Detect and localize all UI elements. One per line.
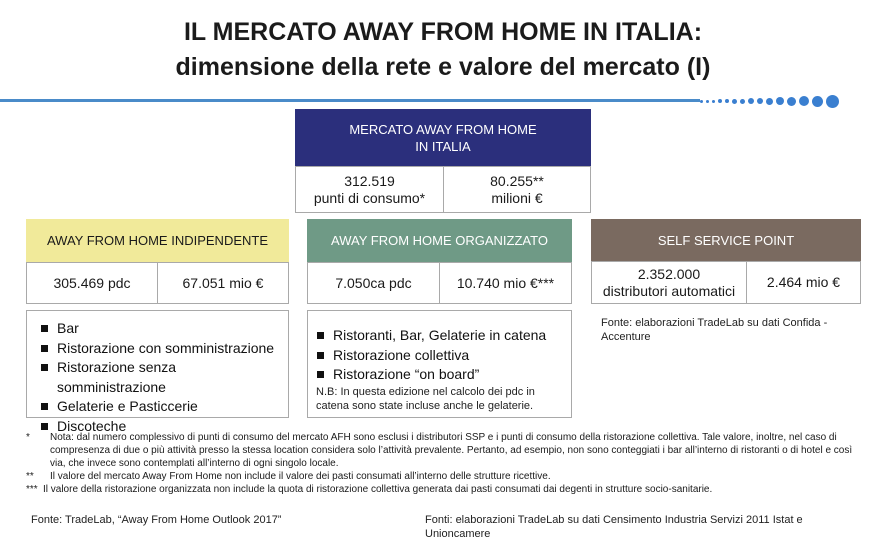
market-header: [295, 109, 591, 166]
footnotes: [26, 431, 866, 496]
self-service-source: Fonte: elaborazioni TradeLab su dati Confida - Accenture: [601, 317, 828, 343]
organizzato-list: [316, 326, 565, 385]
list-item: Ristoranti, Bar, Gelaterie in catena: [316, 326, 565, 346]
organizzato-note: N.B: In questa edizione nel calcolo dei pdc in catena sono state incluse anche le gelaterie.: [316, 385, 535, 412]
dot: [826, 95, 839, 108]
dot: [799, 96, 809, 106]
list-item: Bar: [40, 319, 282, 339]
market-value-value: 80.255**: [490, 172, 544, 189]
dot: [706, 100, 709, 103]
footnote-text: Il valore della ristorazione organizzata non include la quota di ristorazione collettiva generata dai pasti consumati dai degenti in strutture socio-sanitarie.: [43, 484, 713, 495]
self-service-header: SELF SERVICE POINT: [591, 219, 861, 261]
list-item: Ristorazione con somministrazione: [40, 339, 282, 359]
organizzato-pdc-cell: 7.050ca pdc: [307, 262, 440, 304]
dot: [812, 96, 823, 107]
market-value-cell: [443, 166, 591, 213]
dot: [748, 98, 754, 104]
source-left: Fonte: TradeLab, “Away From Home Outlook 2017”: [31, 514, 282, 526]
indipendente-list: [40, 319, 282, 436]
market-value-label: milioni €: [491, 189, 543, 206]
footnote: [26, 470, 866, 483]
organizzato-header: AWAY FROM HOME ORGANIZZATO: [307, 219, 572, 262]
footnote-marker: *: [26, 432, 30, 443]
self-service-distributors-cell: [591, 261, 747, 304]
dot: [718, 99, 722, 103]
organizzato-value-cell: 10.740 mio €***: [439, 262, 572, 304]
dot: [740, 99, 745, 104]
source-right: Fonti: elaborazioni TradeLab su dati Censimento Industria Servizi 2011 Istat e Unioncamere: [425, 514, 803, 540]
dot: [757, 98, 763, 104]
dot: [725, 99, 729, 103]
page-title: IL MERCATO AWAY FROM HOME IN ITALIA:: [183, 18, 703, 46]
market-points-label: punti di consumo*: [313, 189, 426, 206]
list-item: Ristorazione collettiva: [316, 346, 565, 366]
dot: [787, 97, 796, 106]
dot: [712, 100, 715, 103]
dot: [700, 100, 703, 103]
self-service-distributors-label: distributori automatici: [602, 282, 736, 299]
list-item: Ristorazione “on board”: [316, 365, 565, 385]
indipendente-pdc-cell: 305.469 pdc: [26, 262, 158, 304]
list-item: Gelaterie e Pasticcerie: [40, 397, 282, 417]
market-header-line1: MERCATO AWAY FROM HOME: [349, 121, 537, 137]
footnote-marker: ***: [26, 484, 38, 495]
market-header-line2: IN ITALIA: [415, 138, 471, 154]
indipendente-header: AWAY FROM HOME INDIPENDENTE: [26, 219, 289, 262]
list-item: Ristorazione senza somministrazione: [40, 358, 282, 397]
indipendente-list-box: [26, 310, 289, 434]
indipendente-value-cell: 67.051 mio €: [157, 262, 289, 304]
footnote-marker: **: [26, 471, 34, 482]
dot: [732, 99, 737, 104]
market-points-cell: [295, 166, 444, 213]
footnote-text: Il valore del mercato Away From Home non include il valore dei pasti consumati all’interno delle strutture ricettive.: [50, 471, 551, 482]
footnote: [26, 483, 866, 496]
title-divider-line: [0, 99, 700, 102]
dot: [776, 97, 784, 105]
dot: [766, 98, 773, 105]
market-points-value: 312.519: [344, 172, 395, 189]
page-subtitle: dimensione della rete e valore del mercato (I): [175, 53, 711, 81]
footnote-text: Nota: dal numero complessivo di punti di consumo del mercato AFH sono esclusi i distributori SSP e i punti di consumo della ristorazione collettiva. Tale valore, inoltre, nel caso di compresenza di due o più attività presso la stessa location considera solo l’attività prevalente. Pertanto, ad esempio, non sono conteggiati i bar all’interno di ristoranti o di hotel e così via, che invece sono contemplati all’interno di ogni singolo locale.: [50, 432, 853, 469]
organizzato-list-box: [307, 310, 572, 418]
decorative-dots: [700, 94, 842, 108]
footnote: [26, 431, 866, 470]
self-service-distributors-value: 2.352.000: [637, 265, 701, 282]
self-service-value-cell: 2.464 mio €: [746, 261, 861, 304]
list-item: Discoteche: [40, 417, 282, 437]
